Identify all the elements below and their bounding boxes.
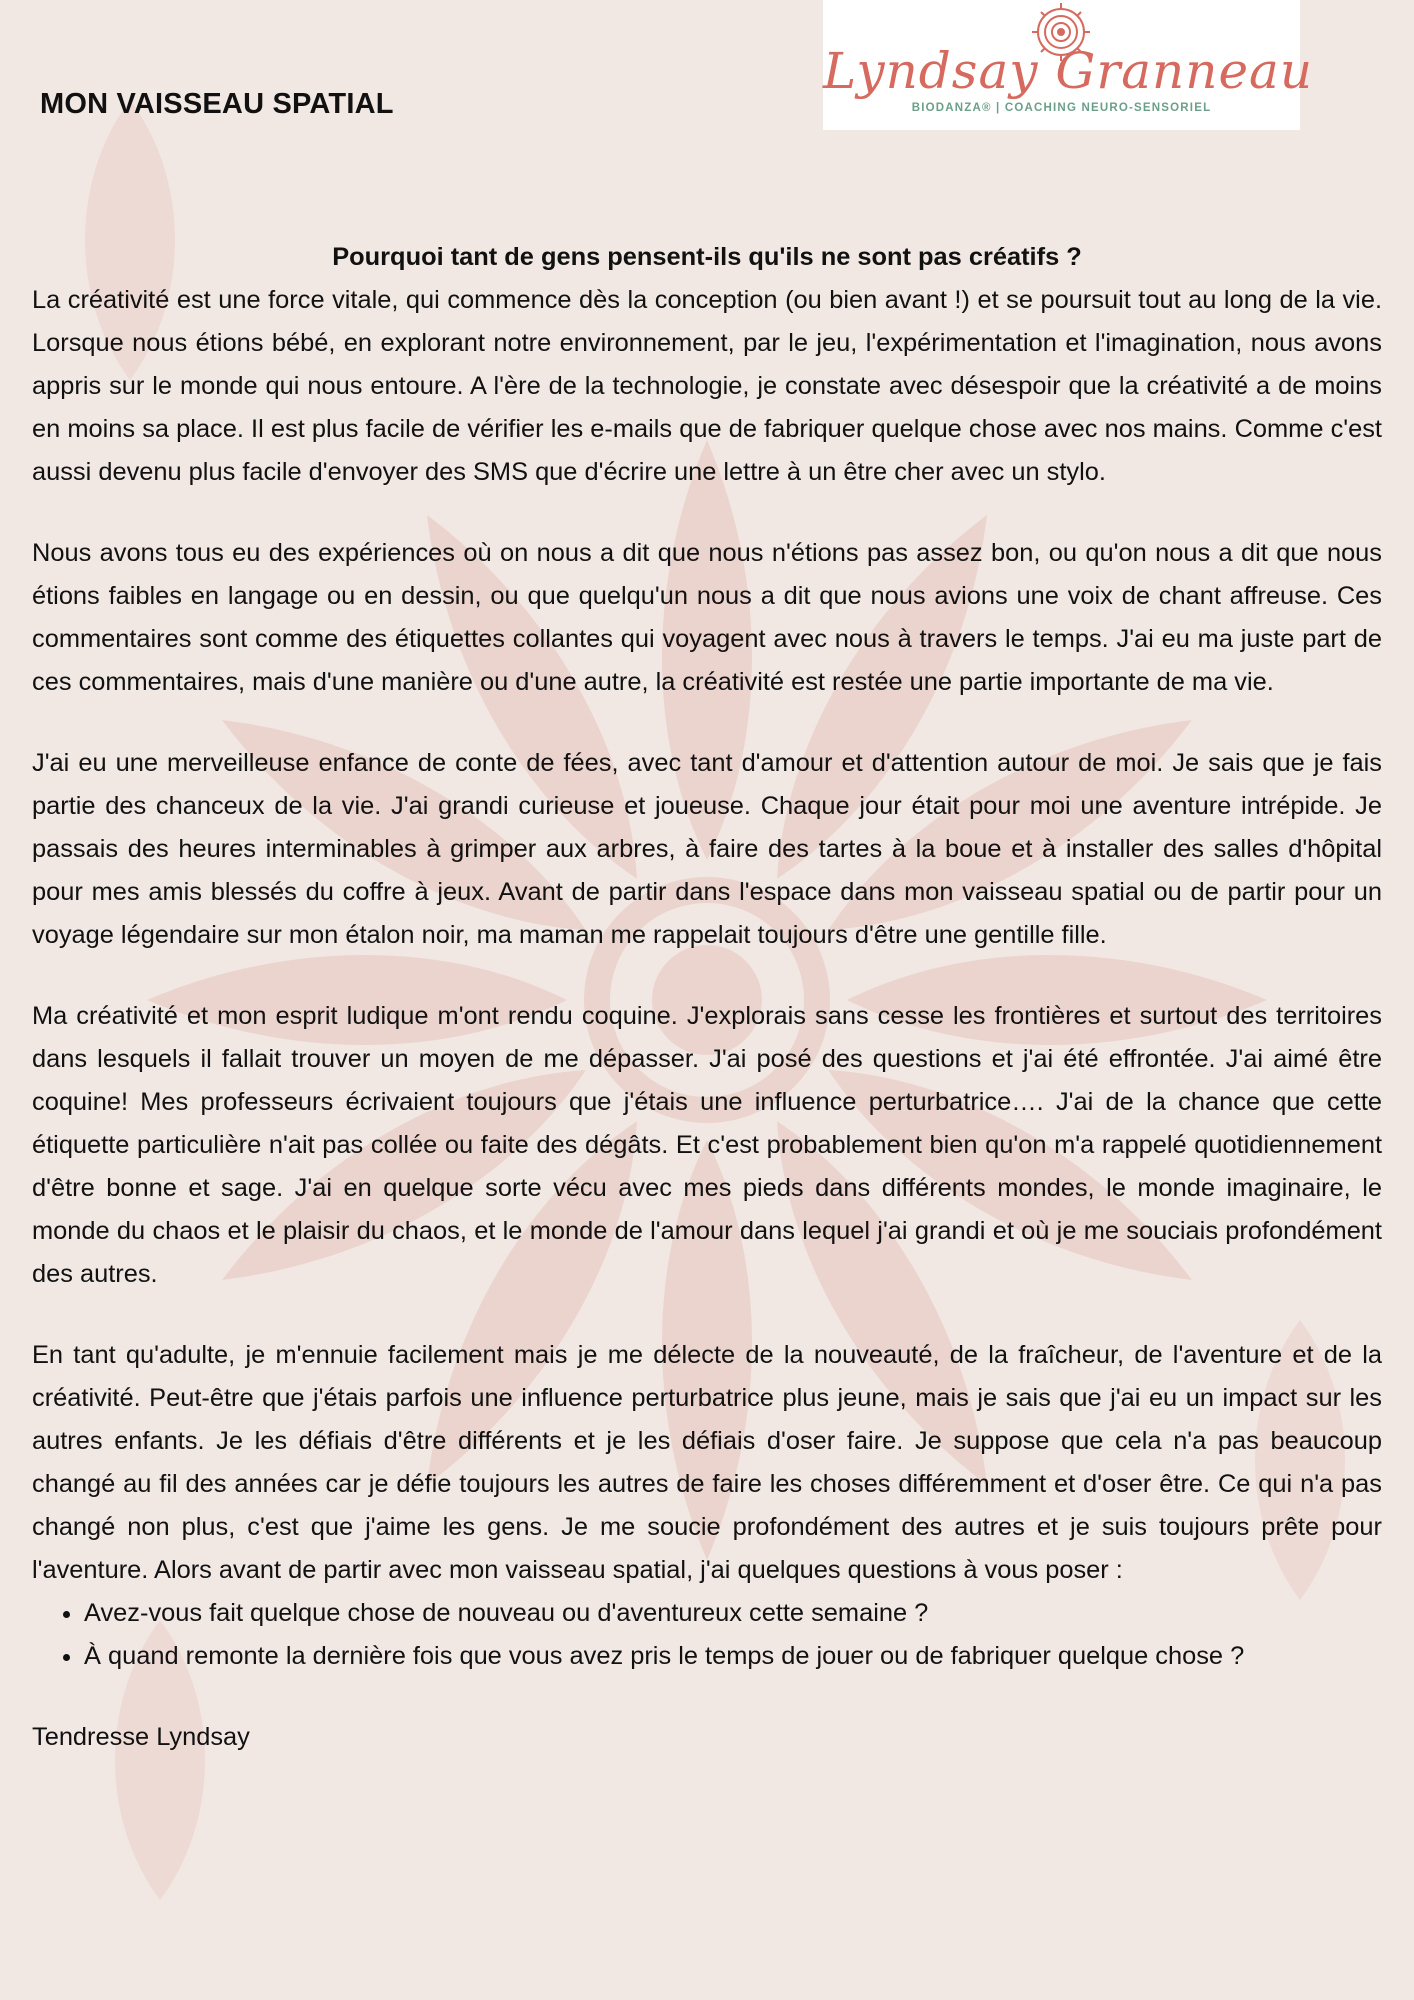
- questions-list: [32, 1592, 1382, 1678]
- paragraph-5: En tant qu'adulte, je m'ennuie facilement mais je me délecte de la nouveauté, de la fraîcheur, de l'aventure et de la créativité. Peut-être que j'étais parfois une influence perturbatrice plus jeune, mais je sais que j'ai eu un impact sur les autres enfants. Je les défiais d'être différents et je les défiais d'oser faire. Je suppose que cela n'a pas beaucoup changé au fil des années car je défie toujours les autres de faire les choses différemment et d'oser être. Ce qui n'a pas changé non plus, c'est que j'aime les gens. Je me soucie profondément des autres et je suis toujours prête pour l'aventure. Alors avant de partir avec mon vaisseau spatial, j'ai quelques questions à vous poser :: [32, 1341, 1382, 1584]
- logo-tagline: BIODANZA® | COACHING NEURO-SENSORIEL: [911, 102, 1212, 114]
- paragraph-1: La créativité est une force vitale, qui commence dès la conception (ou bien avant !) et se poursuit tout au long de la vie. Lorsque nous étions bébé, en explorant notre environnement, par le jeu, l'expérimentation et l'imagination, nous avons appris sur le monde qui nous entoure. A l'ère de la technologie, je constate avec désespoir que la créativité a de moins en moins sa place. Il est plus facile de vérifier les e-mails que de fabriquer quelque chose avec nos mains. Comme c'est aussi devenu plus facile d'envoyer des SMS que d'écrire une lettre à un être cher avec un stylo.: [32, 286, 1382, 486]
- question-item: • Avez-vous fait quelque chose de nouveau ou d'aventureux cette semaine ?: [84, 1592, 1382, 1635]
- paragraph-3: J'ai eu une merveilleuse enfance de conte de fées, avec tant d'amour et d'attention autour de moi. Je sais que je fais partie des chanceux de la vie. J'ai grandi curieuse et joueuse. Chaque jour était pour moi une aventure intrépide. Je passais des heures interminables à grimper aux arbres, à faire des tartes à la boue et à installer des salles d'hôpital pour mes amis blessés du coffre à jeux. Avant de partir dans l'espace dans mon vaisseau spatial ou de partir pour un voyage légendaire sur mon étalon noir, ma maman me rappelait toujours d'être une gentille fille.: [32, 749, 1382, 949]
- logo-name: Lyndsay Granneau: [823, 42, 1314, 100]
- document-title: MON VAISSEAU SPATIAL: [40, 88, 394, 120]
- question-item: • À quand remonte la dernière fois que vous avez pris le temps de jouer ou de fabriquer quelque chose ?: [84, 1635, 1382, 1678]
- paragraph-2: Nous avons tous eu des expériences où on nous a dit que nous n'étions pas assez bon, ou qu'on nous a dit que nous étions faibles en langage ou en dessin, ou que quelqu'un nous a dit que nous avions une voix de chant affreuse. Ces commentaires sont comme des étiquettes collantes qui voyagent avec nous à travers le temps. J'ai eu ma juste part de ces commentaires, mais d'une manière ou d'une autre, la créativité est restée une partie importante de ma vie.: [32, 539, 1382, 696]
- brand-logo: [823, 0, 1314, 130]
- section-heading: Pourquoi tant de gens pensent-ils qu'ils ne sont pas créatifs ?: [332, 243, 1082, 271]
- document-body: [32, 236, 1382, 1759]
- paragraph-4: Ma créativité et mon esprit ludique m'ont rendu coquine. J'explorais sans cesse les frontières et surtout des territoires dans lesquels il fallait trouver un moyen de me dépasser. J'ai posé des questions et j'ai été effrontée. J'ai aimé être coquine! Mes professeurs écrivaient toujours que j'étais une influence perturbatrice…. J'ai de la chance que cette étiquette particulière n'ait pas collée ou faite des dégâts. Et c'est probablement bien qu'on m'a rappelé quotidiennement d'être bonne et sage. J'ai en quelque sorte vécu avec mes pieds dans différents mondes, le monde imaginaire, le monde du chaos et le plaisir du chaos, et le monde de l'amour dans lequel j'ai grandi et où je me souciais profondément des autres.: [32, 1002, 1382, 1288]
- signature: Tendresse Lyndsay: [32, 1723, 250, 1751]
